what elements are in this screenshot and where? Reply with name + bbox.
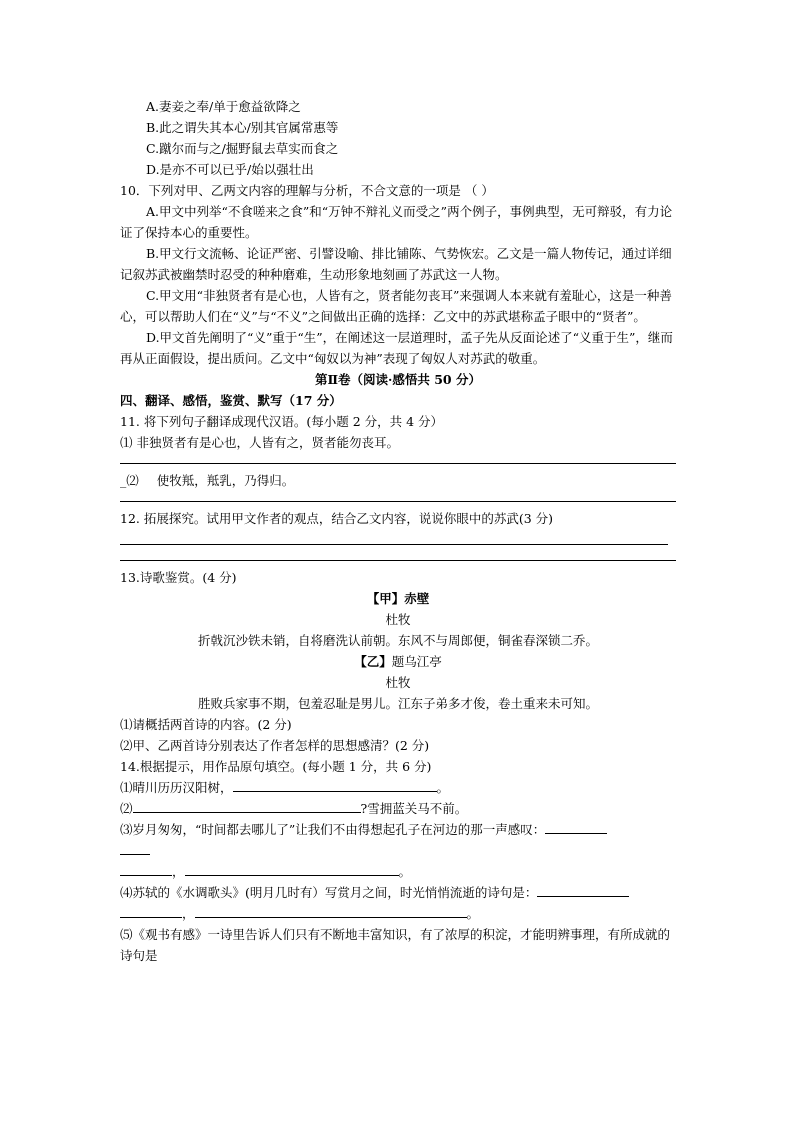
q14-s4-post: 。 bbox=[466, 906, 480, 921]
blank-field[interactable] bbox=[537, 884, 629, 897]
q14-s3-pre: ⑶岁月匆匆，“时间都去哪儿了”让我们不由得想起孔子在河边的那一声感叹： bbox=[120, 822, 546, 837]
q14-item-3-wrap bbox=[120, 840, 676, 861]
poem2-heading bbox=[120, 651, 676, 672]
blank-field[interactable] bbox=[120, 842, 150, 855]
q11-s2-prefix: _⑵ bbox=[120, 473, 139, 488]
poem1-author: 杜牧 bbox=[385, 612, 411, 627]
blank-field[interactable] bbox=[185, 863, 399, 876]
q14-s2-post: ?雪拥蓝关马不前。 bbox=[360, 801, 468, 816]
answer-line[interactable] bbox=[120, 543, 668, 545]
blank-field[interactable] bbox=[133, 800, 361, 813]
q11-s2-text: 使牧羝，羝乳，乃得归。 bbox=[156, 473, 295, 488]
poem1-heading bbox=[120, 588, 676, 609]
option-a: A.妻妾之奉/单于愈益欲降之 bbox=[146, 99, 301, 114]
q14-item-3 bbox=[120, 819, 676, 840]
q14-item-1 bbox=[120, 777, 676, 798]
section4-title: 四、翻译、感悟，鉴赏、默写（17 分） bbox=[120, 393, 342, 408]
q14-s1-post: 。 bbox=[436, 780, 450, 795]
exam-page bbox=[120, 96, 676, 966]
poem2-tag: 【乙】 bbox=[354, 654, 392, 669]
q11-stem: 11. 将下列句子翻译成现代汉语。(每小题 2 分，共 4 分） bbox=[120, 414, 444, 429]
option-d: D.是亦不可以已乎/始以强壮出 bbox=[146, 162, 314, 177]
q10-option-b: B.甲文行文流畅、论证严密、引譬设喻、排比铺陈、气势恢宏。乙文是一篇人物传记，通过详细记叙苏武被幽禁时忍受的种种磨难，生动形象地刻画了苏武这一人物。 bbox=[120, 246, 672, 282]
q13-sub2: ⑵甲、乙两首诗分别表达了作者怎样的思想感清？(2 分) bbox=[120, 738, 430, 753]
option-c: C.蹴尔而与之/掘野鼠去草实而食之 bbox=[146, 141, 339, 156]
blank-field[interactable] bbox=[120, 863, 172, 876]
q14-s1-pre: ⑴晴川历历汉阳树， bbox=[120, 780, 233, 795]
q11-sentence-2 bbox=[120, 470, 676, 491]
poem1-title: 赤壁 bbox=[404, 591, 430, 606]
part2-title: 第Ⅱ卷（阅读·感悟共 50 分） bbox=[315, 372, 481, 387]
q12-stem: 12. 拓展探究。试用甲文作者的观点，结合乙文内容，说说你眼中的苏武(3 分) bbox=[120, 511, 554, 526]
q14-s3-post: 。 bbox=[398, 864, 412, 879]
blank-field[interactable] bbox=[233, 779, 437, 792]
q13-stem: 13.诗歌鉴赏。(4 分) bbox=[120, 570, 237, 585]
answer-line[interactable] bbox=[120, 462, 676, 464]
q14-stem: 14.根据提示，用作品原句填空。(每小题 1 分，共 6 分) bbox=[120, 759, 432, 774]
q14-s2-pre: ⑵ bbox=[120, 801, 133, 816]
answer-line[interactable] bbox=[120, 559, 676, 561]
blank-field[interactable] bbox=[545, 821, 607, 834]
q10-stem: 10．下列对甲、乙两文内容的理解与分析，不合文意的一项是 （ ） bbox=[120, 183, 494, 198]
blank-field[interactable] bbox=[195, 905, 467, 918]
q10-option-a: A.甲文中列举“不食嗟来之食”和“万钟不辩礼义而受之”两个例子，事例典型，无可辩驳，有力论证了保持本心的重要性。 bbox=[120, 204, 673, 240]
poem1-text: 折戟沉沙铁未销，自将磨洗认前朝。东风不与周郎便，铜雀春深锁二乔。 bbox=[197, 633, 598, 648]
poem2-title: 题乌江亭 bbox=[391, 654, 442, 669]
q10-option-d: D.甲文首先阐明了“义”重于“生”，在阐述这一层道理时，孟子先从反面论述了“义重于生”，继而再从正面假设，提出质问。乙文中“匈奴以为神”表现了匈奴人对苏武的敬重。 bbox=[120, 330, 673, 366]
poem1-tag: 【甲】 bbox=[366, 591, 405, 606]
blank-field[interactable] bbox=[120, 905, 182, 918]
option-b: B.此之谓失其本心/别其官属常惠等 bbox=[146, 120, 339, 135]
q14-s4-pre: ⑷苏轼的《水调歌头》(明月几时有）写赏月之间，时光悄悄流逝的诗句是： bbox=[120, 885, 538, 900]
poem2-author: 杜牧 bbox=[385, 675, 411, 690]
q14-item-4-cont bbox=[120, 903, 676, 924]
q14-item-2 bbox=[120, 798, 676, 819]
answer-line[interactable] bbox=[120, 500, 676, 502]
q13-sub1: ⑴请概括两首诗的内容。(2 分) bbox=[120, 717, 292, 732]
poem2-text: 胜败兵家事不期，包羞忍耻是男儿。江东子弟多才俊，卷土重来未可知。 bbox=[197, 696, 598, 711]
q14-item-5: ⑸《观书有感》一诗里告诉人们只有不断地丰富知识，有了浓厚的积淀，才能明辨事理，有所成就的诗句是 bbox=[120, 927, 671, 963]
q10-option-c: C.甲文用“非独贤者有是心也，人皆有之，贤者能勿丧耳”来强调人本来就有羞耻心，这是一种善心，可以帮助人们在“义”与“不义”之间做出正确的选择：乙文中的苏武堪称孟子眼中的“贤者”。 bbox=[120, 288, 672, 324]
q11-sentence-1: ⑴ 非独贤者有是心也，人皆有之，贤者能勿丧耳。 bbox=[120, 435, 399, 450]
q14-s3-comma: ， bbox=[172, 864, 185, 879]
q14-s4-comma: ， bbox=[182, 906, 195, 921]
q14-item-3-cont bbox=[120, 861, 676, 882]
q14-item-4 bbox=[120, 882, 676, 903]
